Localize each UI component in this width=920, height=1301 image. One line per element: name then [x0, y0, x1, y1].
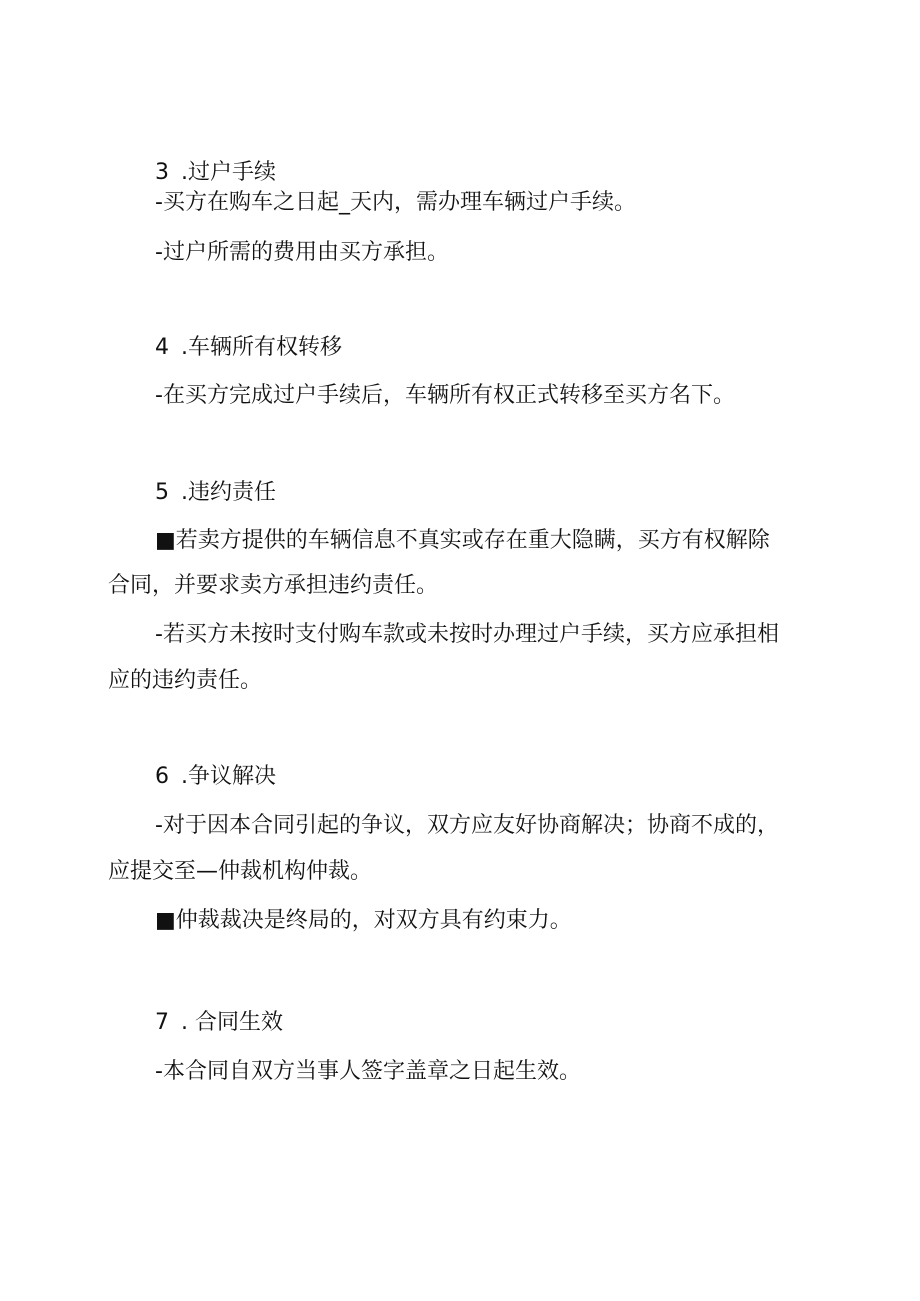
section-heading [155, 333, 342, 363]
section-heading [155, 762, 276, 792]
section-title: .过户手续 [181, 160, 276, 185]
paragraph-line: -本合同自双方当事人签字盖章之日起生效。 [155, 1059, 581, 1084]
section-title: .违约责任 [181, 480, 276, 505]
paragraph-line: -在买方完成过户手续后，车辆所有权正式转移至买方名下。 [155, 383, 735, 408]
section-number: 7 [155, 1010, 169, 1035]
paragraph-line: ■若卖方提供的车辆信息不真实或存在重大隐瞒，买方有权解除 [155, 528, 770, 553]
paragraph-line: -买方在购车之日起_天内，需办理车辆过户手续。 [155, 190, 636, 215]
section-number: 6 [155, 764, 169, 789]
section-number: 4 [155, 335, 169, 360]
paragraph-line: ■仲裁裁决是终局的，对双方具有约束力。 [155, 908, 572, 933]
section-heading [155, 1008, 283, 1038]
paragraph-line: 应的违约责任。 [108, 668, 263, 693]
paragraph-line: 应提交至—仲裁机构仲裁。 [108, 859, 373, 884]
section-title: .车辆所有权转移 [181, 335, 342, 360]
section-number: 3 [155, 160, 169, 185]
section-heading [155, 478, 276, 508]
paragraph-line: -若买方未按时支付购车款或未按时办理过户手续，买方应承担相 [155, 622, 779, 647]
section-number: 5 [155, 480, 169, 505]
section-title: . 合同生效 [181, 1010, 283, 1035]
paragraph-line: -过户所需的费用由买方承担。 [155, 240, 449, 265]
paragraph-line: -对于因本合同引起的争议，双方应友好协商解决；协商不成的， [155, 813, 779, 838]
section-heading [155, 158, 276, 188]
section-title: .争议解决 [181, 764, 276, 789]
paragraph-line: 合同，并要求卖方承担违约责任。 [108, 573, 439, 598]
